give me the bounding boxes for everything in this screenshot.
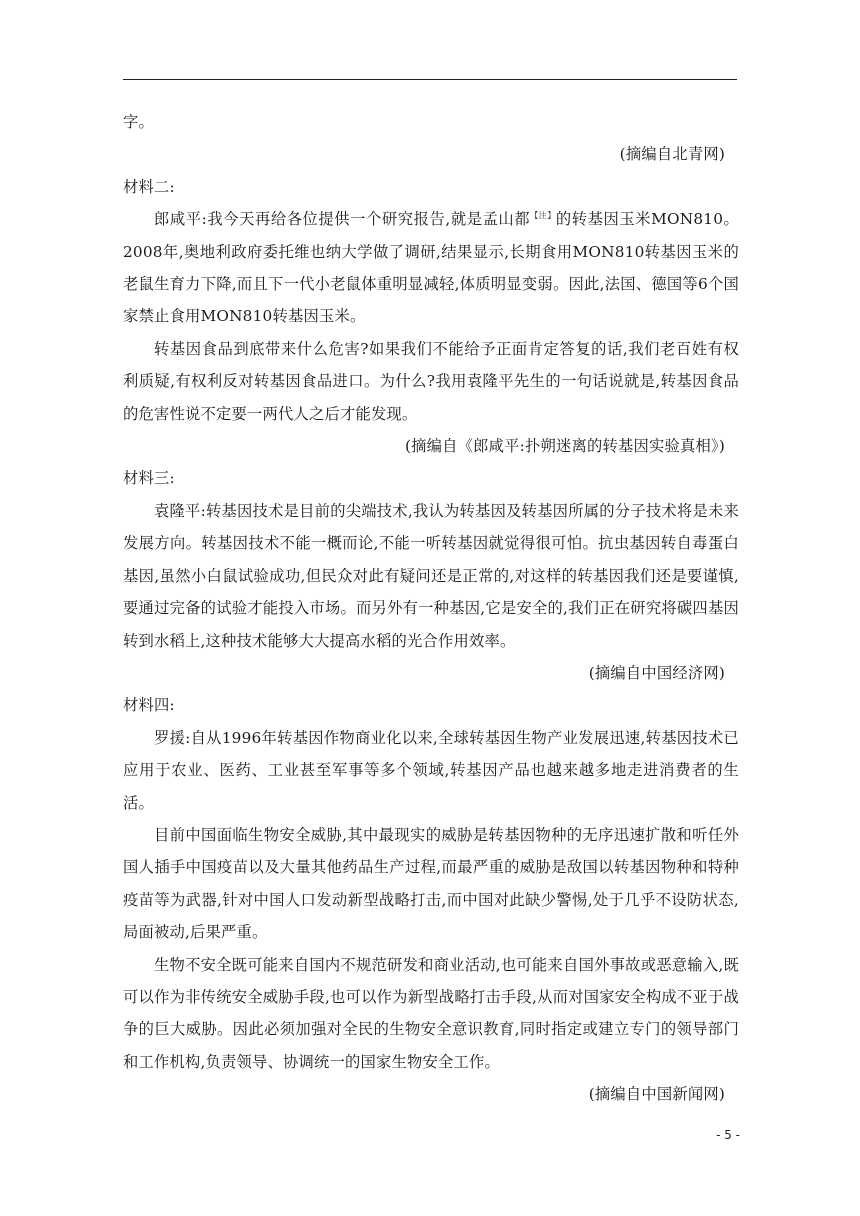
source-citation-3: (摘编自中国经济网) — [588, 663, 725, 682]
material-3-label: 材料三: — [123, 469, 175, 488]
page-number: - 5 - — [716, 1128, 740, 1142]
material-2-paragraph-2: 转基因食品到底带来什么危害?如果我们不能给予正面肯定答复的话,我们老百姓有权利质疑,有权利反对转基因食品进口。为什么?我用袁隆平先生的一句话说就是,转基因食品的危害性说不定要一两代人之后才能发现。 — [123, 339, 739, 423]
material-2-paragraph-1-text-b: 的转基因玉米MON810。2008年,奥地利政府委托维也纳大学做了调研,结果显示,长期食用MON810转基因玉米的老鼠生育力下降,而且下一代小老鼠体重明显减轻,体质明显变弱。因此,法国、德国等6个国家禁止食用MON810转基因玉米。 — [123, 210, 739, 326]
source-citation-1: (摘编自北青网) — [619, 145, 725, 164]
document-body — [123, 106, 739, 1111]
material-4-paragraph-3: 生物不安全既可能来自国内不规范研发和商业活动,也可能来自国外事故或恶意输入,既可以作为非传统安全威胁手段,也可以作为新型战略打击手段,从而对国家安全构成不亚于战争的巨大威胁。因此必须加强对全民的生物安全意识教育,同时指定或建立专门的领导部门和工作机构,负责领导、协调统一的国家生物安全工作。 — [123, 955, 739, 1071]
source-citation-2: (摘编自《郎咸平:扑朔迷离的转基因实验真相》) — [405, 437, 725, 456]
source-citation-4: (摘编自中国新闻网) — [588, 1085, 725, 1104]
material-4-label: 材料四: — [123, 696, 175, 715]
material-2-paragraph-1-text-a: 郎咸平:我今天再给各位提供一个研究报告,就是孟山都 — [154, 210, 531, 229]
header-rule — [123, 79, 737, 80]
material-4-paragraph-2: 目前中国面临生物安全威胁,其中最现实的威胁是转基因物种的无序迅速扩散和听任外国人插手中国疫苗以及大量其他药品生产过程,而最严重的威胁是敌国以转基因物种和特种疫苗等为武器,针对中国人口发动新型战略打击,而中国对此缺少警惕,处于几乎不设防状态,局面被动,后果严重。 — [123, 825, 739, 942]
material-4-paragraph-1: 罗援:自从1996年转基因作物商业化以来,全球转基因生物产业发展迅速,转基因技术已应用于农业、医药、工业甚至军事等多个领域,转基因产品也越来越多地走进消费者的生活。 — [123, 728, 739, 812]
material-2-paragraph-1 — [123, 203, 739, 333]
footnote-marker: 【注】 — [530, 211, 556, 221]
continuation-text: 字。 — [123, 113, 154, 131]
material-2-label: 材料二: — [123, 177, 175, 196]
material-3-paragraph-1: 袁隆平:转基因技术是目前的尖端技术,我认为转基因及转基因所属的分子技术将是未来发展方向。转基因技术不能一概而论,不能一听转基因就觉得很可怕。抗虫基因转自毒蛋白基因,虽然小白鼠试验成功,但民众对此有疑问还是正常的,对这样的转基因我们还是要谨慎,要通过完备的试验才能投入市场。而另外有一种基因,它是安全的,我们正在研究将碳四基因转到水稻上,这种技术能够大大提高水稻的光合作用效率。 — [123, 501, 739, 650]
